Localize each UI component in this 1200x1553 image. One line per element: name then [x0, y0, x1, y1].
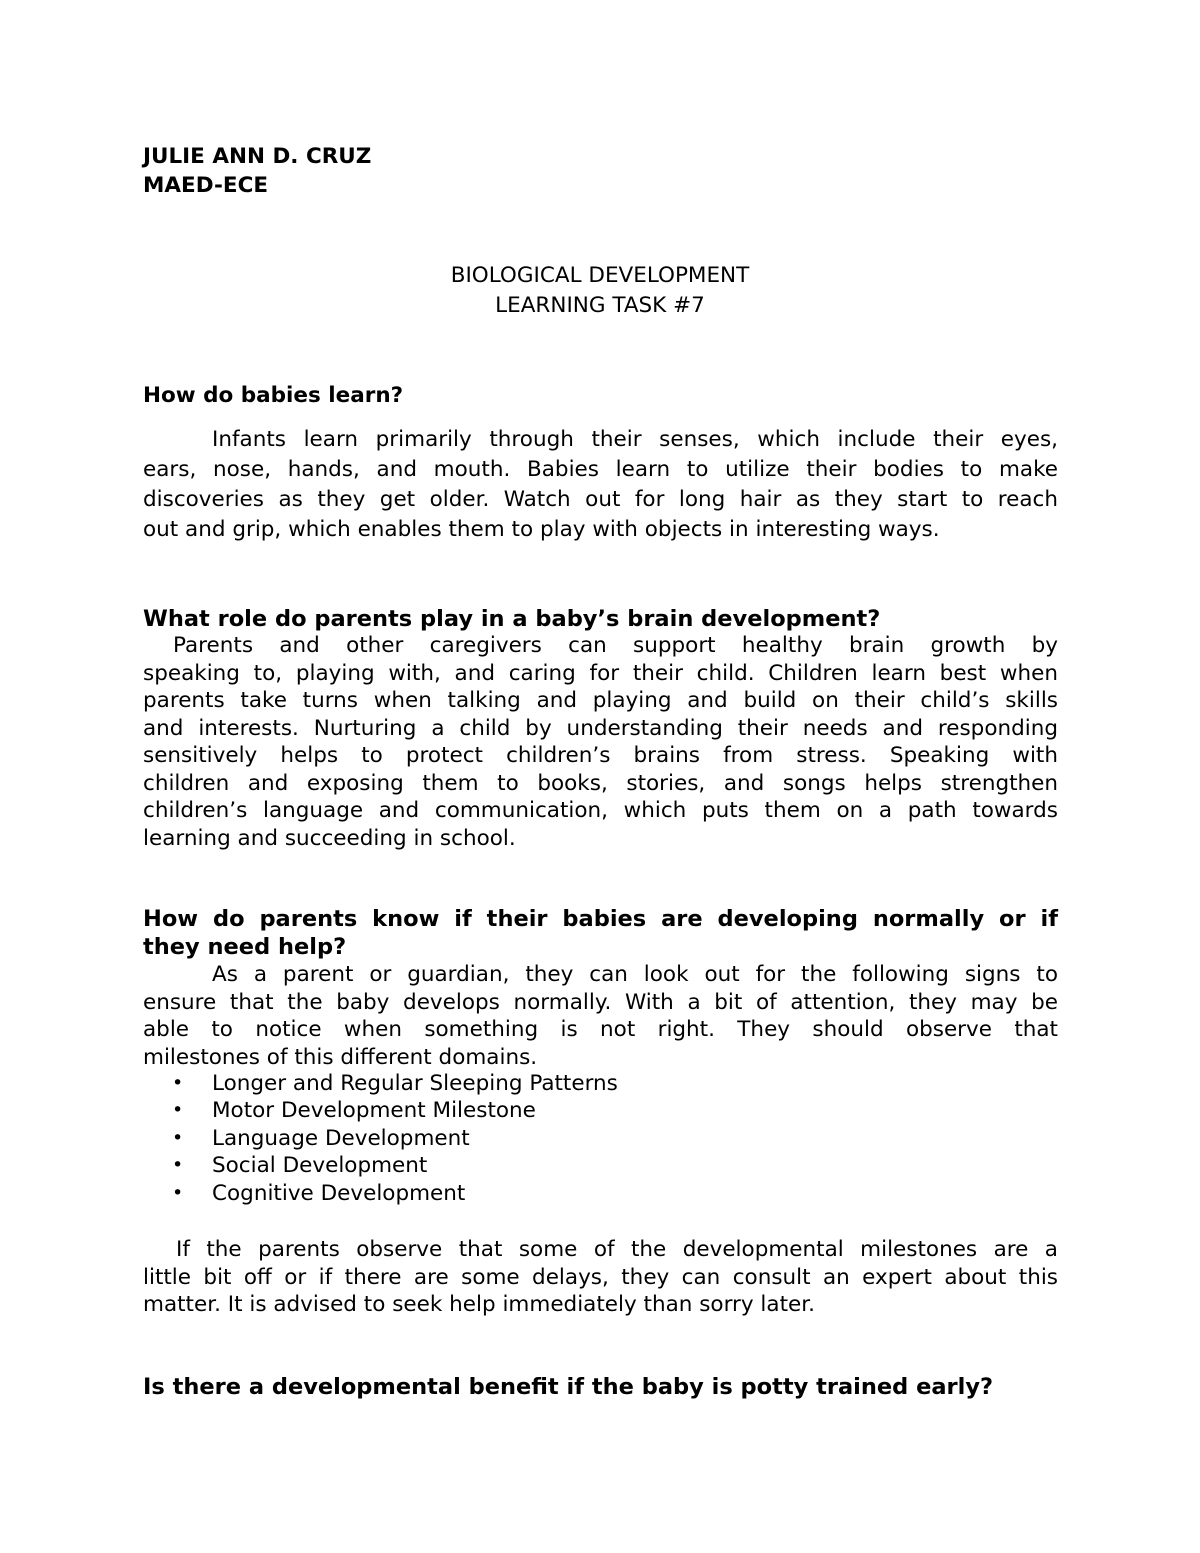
- author-name: JULIE ANN D. CRUZ: [143, 144, 372, 169]
- bullet-icon: •: [172, 1072, 184, 1094]
- question-4-heading: Is there a developmental benefit if the baby is potty trained early?: [143, 1374, 994, 1400]
- paragraph-line: If the parents observe that some of the developmental milestones are a: [176, 1237, 1058, 1262]
- question-3-line: How do parents know if their babies are developing normally or if: [143, 906, 1058, 932]
- question-2-heading: What role do parents play in a baby’s brain development?: [143, 606, 881, 632]
- question-1-heading: How do babies learn?: [143, 383, 404, 408]
- paragraph-line: sensitively helps to protect children’s brains from stress. Speaking with: [143, 743, 1058, 768]
- answer-2-paragraph: [143, 635, 1058, 855]
- list-item: Motor Development Milestone: [212, 1098, 536, 1123]
- question-3-line: they need help?: [143, 934, 347, 960]
- paragraph-line: milestones of this different domains.: [143, 1044, 538, 1070]
- bullet-icon: •: [172, 1182, 184, 1204]
- closing-paragraph: [143, 1239, 1058, 1322]
- paragraph-line: out and grip, which enables them to play with objects in interesting ways.: [143, 517, 940, 542]
- paragraph-line: Infants learn primarily through their senses, which include their eyes,: [212, 427, 1058, 452]
- paragraph-line: Parents and other caregivers can support healthy brain growth by: [173, 633, 1058, 658]
- document-title: BIOLOGICAL DEVELOPMENT: [450, 263, 750, 288]
- paragraph-line: ears, nose, hands, and mouth. Babies learn to utilize their bodies to make: [143, 457, 1058, 482]
- paragraph-line: children and exposing them to books, stories, and songs helps strengthen: [143, 770, 1058, 796]
- paragraph-line: matter. It is advised to seek help immediately than sorry later.: [143, 1292, 815, 1317]
- list-item: Social Development: [212, 1153, 428, 1178]
- paragraph-line: and interests. Nurturing a child by understanding their needs and responding: [143, 715, 1058, 741]
- paragraph-line: discoveries as they get older. Watch out for long hair as they start to reach: [143, 487, 1058, 512]
- list-item: Cognitive Development: [212, 1181, 466, 1206]
- bullet-icon: •: [172, 1099, 184, 1121]
- answer-1-paragraph: [143, 429, 1058, 549]
- paragraph-line: children’s language and communication, which puts them on a path towards: [143, 798, 1058, 823]
- list-item: Language Development: [212, 1126, 470, 1151]
- question-3-heading: [143, 908, 1058, 964]
- list-item: Longer and Regular Sleeping Patterns: [212, 1071, 618, 1096]
- bullet-icon: •: [172, 1154, 184, 1176]
- program-name: MAED-ECE: [143, 173, 269, 198]
- paragraph-line: As a parent or guardian, they can look out for the following signs to: [212, 962, 1058, 987]
- paragraph-line: little bit off or if there are some delays, they can consult an expert about this: [143, 1264, 1058, 1290]
- answer-3-paragraph: [143, 964, 1058, 1074]
- paragraph-line: learning and succeeding in school.: [143, 825, 516, 851]
- bullet-icon: •: [172, 1127, 184, 1149]
- document-subtitle: LEARNING TASK #7: [495, 293, 705, 318]
- paragraph-line: able to notice when something is not right. They should observe that: [143, 1017, 1058, 1042]
- paragraph-line: parents take turns when talking and playing and build on their child’s skills: [143, 688, 1058, 713]
- paragraph-line: ensure that the baby develops normally. With a bit of attention, they may be: [143, 989, 1058, 1015]
- paragraph-line: speaking to, playing with, and caring for their child. Children learn best when: [143, 660, 1058, 686]
